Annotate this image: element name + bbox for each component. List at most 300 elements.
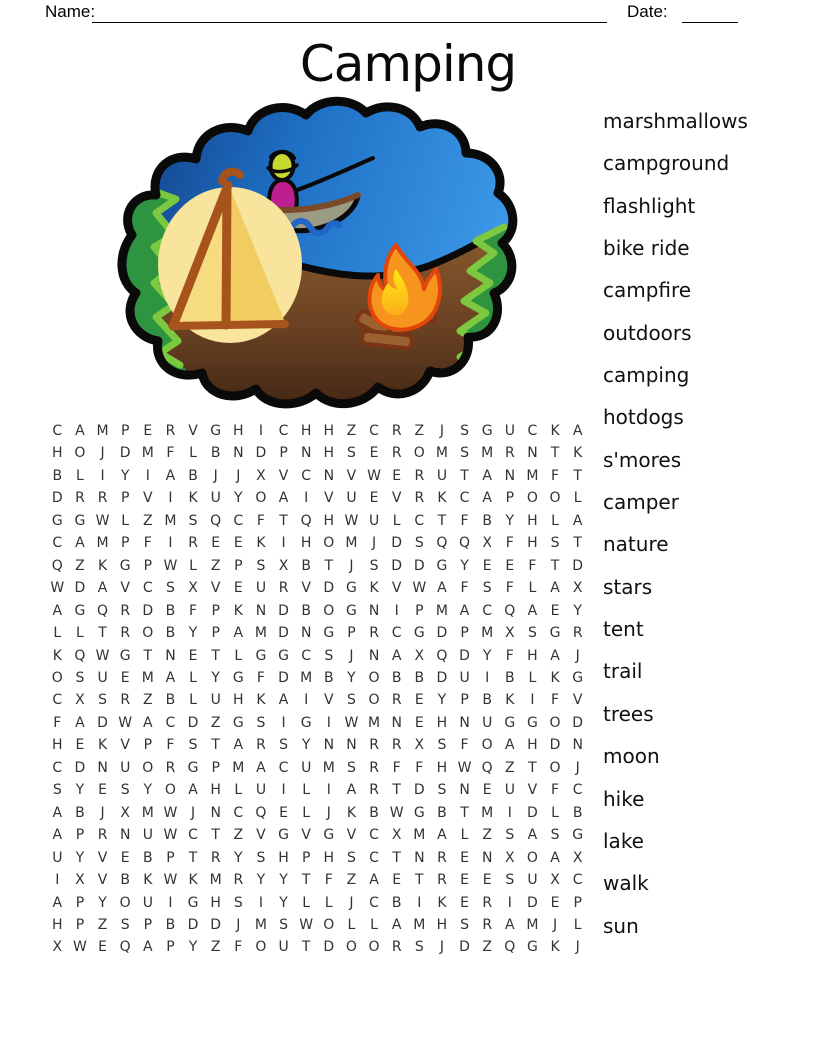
grid-letter: L	[528, 669, 537, 686]
grid-letter: S	[527, 625, 537, 642]
grid-letter: M	[141, 445, 154, 462]
grid-letter: M	[526, 467, 539, 484]
grid-row	[46, 757, 589, 779]
grid-letter: C	[414, 512, 425, 529]
grid-letter: Z	[210, 939, 221, 956]
grid-letter: J	[190, 804, 196, 821]
grid-letter: Y	[75, 849, 85, 866]
grid-row	[46, 510, 589, 532]
grid-letter: M	[368, 714, 381, 731]
grid-letter: L	[189, 669, 197, 686]
grid-letter: D	[391, 535, 403, 552]
grid-letter: H	[436, 714, 448, 731]
grid-letter: P	[460, 625, 469, 642]
grid-letter: Y	[234, 849, 243, 866]
grid-letter: R	[97, 827, 108, 844]
grid-letter: I	[258, 423, 263, 439]
grid-letter: J	[575, 647, 580, 664]
grid-letter: L	[302, 894, 311, 911]
grid-letter: F	[460, 512, 469, 529]
grid-letter: E	[211, 535, 221, 552]
grid-letter: H	[436, 916, 448, 933]
grid-letter: X	[482, 535, 492, 552]
grid-letter: T	[573, 535, 582, 552]
grid-letter: A	[52, 602, 63, 619]
grid-letter: Z	[143, 512, 153, 529]
grid-letter: Z	[414, 423, 425, 439]
grid-letter: U	[142, 827, 153, 844]
grid-letter: R	[437, 872, 447, 889]
grid-letter: S	[256, 557, 266, 574]
grid-letter: D	[527, 894, 538, 911]
grid-letter: O	[51, 669, 63, 686]
grid-letter: Z	[97, 916, 108, 933]
grid-letter: G	[278, 647, 289, 664]
word-list-item: campground	[603, 151, 730, 176]
grid-letter: T	[211, 737, 220, 754]
grid-letter: N	[300, 625, 312, 642]
grid-letter: A	[482, 467, 492, 484]
name-blank-line	[92, 22, 607, 23]
grid-letter: E	[369, 490, 379, 507]
grid-letter: M	[254, 916, 267, 933]
grid-letter: E	[233, 580, 243, 597]
grid-letter: N	[210, 804, 221, 821]
grid-letter: S	[505, 872, 515, 889]
grid-letter: L	[551, 804, 559, 821]
grid-letter: V	[391, 580, 402, 597]
grid-letter: Z	[482, 827, 492, 844]
grid-letter: L	[121, 512, 130, 529]
grid-letter: I	[168, 535, 173, 552]
grid-letter: O	[323, 916, 335, 933]
grid-letter: T	[98, 625, 107, 642]
grid-letter: O	[368, 939, 380, 956]
grid-letter: N	[504, 467, 516, 484]
page-title: Camping	[299, 35, 517, 93]
grid-letter: D	[74, 759, 86, 776]
grid-letter: Z	[482, 939, 492, 956]
grid-letter: K	[437, 490, 447, 507]
grid-letter: C	[278, 423, 289, 439]
grid-letter: I	[100, 467, 105, 484]
grid-letter: B	[52, 467, 63, 484]
grid-letter: M	[96, 423, 109, 439]
grid-letter: K	[346, 804, 357, 821]
grid-letter: V	[143, 490, 153, 507]
grid-row	[46, 420, 589, 442]
grid-row	[46, 824, 589, 846]
grid-letter: M	[435, 602, 448, 619]
word-list-item: bike ride	[603, 236, 690, 261]
grid-letter: B	[437, 804, 447, 821]
grid-letter: I	[281, 782, 286, 799]
grid-letter: F	[256, 669, 265, 686]
grid-letter: Y	[188, 625, 198, 642]
grid-letter: R	[278, 580, 289, 597]
grid-letter: I	[168, 490, 173, 507]
grid-letter: U	[436, 467, 448, 484]
grid-letter: S	[437, 782, 447, 799]
grid-letter: I	[530, 692, 535, 709]
grid-letter: A	[459, 602, 470, 619]
grid-row	[46, 869, 589, 891]
grid-letter: V	[527, 782, 538, 799]
grid-letter: Y	[573, 602, 582, 619]
grid-letter: X	[505, 625, 515, 642]
grid-letter: A	[278, 692, 289, 709]
grid-letter: T	[301, 939, 311, 956]
grid-letter: B	[165, 625, 176, 642]
grid-letter: M	[413, 916, 426, 933]
grid-letter: P	[211, 602, 220, 619]
grid-letter: L	[234, 647, 243, 664]
grid-letter: W	[412, 580, 427, 597]
grid-letter: S	[188, 512, 198, 529]
grid-letter: N	[368, 602, 380, 619]
grid-letter: T	[211, 827, 220, 844]
grid-letter: Y	[256, 872, 266, 889]
grid-letter: F	[505, 580, 514, 597]
grid-letter: S	[460, 423, 469, 439]
grid-letter: N	[119, 827, 131, 844]
grid-letter: B	[482, 692, 492, 709]
grid-letter: H	[300, 535, 312, 552]
grid-letter: N	[527, 445, 538, 462]
grid-row	[46, 465, 589, 487]
grid-letter: H	[323, 423, 335, 439]
grid-letter: C	[369, 849, 379, 866]
grid-row	[46, 936, 589, 958]
grid-letter: V	[97, 872, 108, 889]
grid-letter: B	[324, 669, 334, 686]
grid-row	[46, 645, 589, 667]
grid-letter: F	[189, 602, 198, 619]
grid-letter: N	[368, 647, 380, 664]
grid-letter: H	[527, 737, 538, 754]
grid-letter: P	[75, 894, 85, 911]
grid-letter: O	[164, 782, 176, 799]
grid-letter: D	[323, 939, 335, 956]
grid-letter: A	[256, 759, 266, 776]
grid-letter: O	[142, 625, 154, 642]
grid-letter: P	[120, 490, 130, 507]
grid-letter: S	[460, 916, 469, 933]
grid-letter: S	[165, 580, 175, 597]
grid-letter: Y	[482, 647, 492, 664]
grid-letter: J	[349, 557, 354, 574]
grid-letter: P	[211, 759, 220, 776]
grid-letter: A	[233, 625, 244, 642]
word-list-item: flashlight	[603, 193, 696, 218]
grid-letter: V	[120, 580, 130, 597]
grid-letter: N	[391, 714, 402, 731]
grid-letter: D	[51, 490, 63, 507]
grid-letter: S	[437, 737, 447, 754]
grid-letter: Q	[436, 535, 448, 552]
grid-letter: C	[391, 625, 402, 642]
grid-letter: J	[575, 939, 580, 956]
grid-letter: G	[210, 423, 222, 439]
grid-letter: K	[97, 557, 108, 574]
grid-letter: T	[301, 872, 311, 889]
grid-letter: H	[52, 737, 63, 754]
grid-letter: N	[323, 737, 335, 754]
grid-letter: Y	[301, 737, 311, 754]
grid-letter: S	[482, 580, 492, 597]
grid-letter: A	[75, 535, 85, 552]
grid-letter: A	[527, 827, 538, 844]
grid-letter: R	[414, 490, 425, 507]
grid-letter: X	[550, 872, 560, 889]
grid-letter: C	[188, 827, 198, 844]
grid-letter: O	[323, 535, 335, 552]
grid-letter: F	[505, 535, 514, 552]
grid-letter: I	[304, 692, 309, 709]
grid-letter: O	[549, 759, 561, 776]
grid-letter: T	[143, 647, 153, 664]
grid-letter: C	[301, 647, 312, 664]
tent-pole-center	[226, 187, 227, 325]
grid-letter: D	[459, 647, 470, 664]
grid-letter: T	[392, 782, 401, 799]
grid-letter: A	[52, 804, 63, 821]
grid-letter: R	[75, 490, 85, 507]
grid-letter: S	[460, 445, 469, 462]
grid-letter: K	[52, 647, 62, 664]
grid-letter: I	[394, 602, 399, 619]
word-list-item: hotdogs	[603, 405, 684, 430]
grid-row	[46, 914, 589, 936]
grid-letter: K	[256, 692, 266, 709]
grid-letter: W	[163, 557, 178, 574]
grid-letter: A	[346, 782, 357, 799]
grid-letter: H	[323, 512, 335, 529]
grid-letter: F	[324, 872, 333, 889]
grid-letter: K	[97, 737, 108, 754]
grid-letter: D	[436, 669, 448, 686]
grid-letter: G	[187, 759, 199, 776]
grid-letter: D	[527, 804, 538, 821]
grid-letter: G	[346, 580, 357, 597]
grid-letter: W	[367, 467, 381, 484]
grid-letter: Y	[211, 669, 220, 686]
grid-letter: X	[120, 804, 130, 821]
grid-letter: B	[120, 872, 130, 889]
grid-letter: U	[120, 759, 131, 776]
grid-letter: R	[391, 445, 402, 462]
grid-letter: G	[436, 557, 448, 574]
grid-letter: R	[188, 535, 198, 552]
grid-letter: E	[505, 557, 515, 574]
grid-letter: H	[527, 535, 538, 552]
grid-letter: X	[75, 692, 85, 709]
grid-row	[46, 555, 589, 577]
grid-letter: T	[550, 445, 560, 462]
word-list-item: camping	[603, 363, 690, 388]
grid-letter: R	[165, 423, 176, 439]
grid-letter: A	[75, 714, 85, 731]
grid-letter: F	[460, 580, 469, 597]
grid-letter: R	[165, 759, 176, 776]
grid-letter: P	[211, 625, 220, 642]
grid-letter: N	[97, 759, 108, 776]
grid-letter: S	[346, 849, 356, 866]
word-list	[603, 100, 748, 947]
grid-letter: P	[143, 557, 153, 574]
grid-letter: Y	[98, 894, 107, 911]
grid-letter: A	[143, 714, 153, 731]
grid-letter: M	[322, 759, 335, 776]
grid-letter: U	[504, 423, 515, 439]
grid-letter: B	[301, 602, 311, 619]
grid-letter: N	[481, 849, 493, 866]
grid-letter: Q	[504, 939, 516, 956]
grid-letter: K	[505, 692, 515, 709]
grid-letter: B	[165, 692, 176, 709]
grid-letter: O	[119, 894, 131, 911]
grid-letter: Y	[279, 894, 288, 911]
grid-letter: J	[349, 894, 354, 911]
grid-letter: O	[526, 849, 538, 866]
grid-letter: P	[573, 894, 582, 911]
grid-letter: I	[304, 490, 309, 507]
grid-letter: J	[439, 423, 444, 439]
grid-letter: E	[392, 872, 402, 889]
grid-letter: G	[300, 714, 312, 731]
grid-letter: X	[572, 580, 583, 597]
grid-letter: R	[120, 602, 131, 619]
grid-letter: S	[279, 737, 288, 754]
grid-letter: I	[417, 894, 422, 911]
grid-letter: A	[391, 647, 402, 664]
grid-letter: F	[551, 692, 560, 709]
grid-letter: P	[234, 557, 243, 574]
grid-letter: P	[166, 849, 175, 866]
grid-letter: A	[75, 423, 85, 439]
grid-letter: L	[189, 692, 197, 709]
grid-letter: U	[504, 782, 515, 799]
grid-letter: R	[369, 782, 379, 799]
grid-letter: K	[550, 423, 560, 439]
word-list-item: trail	[603, 659, 643, 684]
grid-letter: D	[572, 714, 584, 731]
grid-letter: M	[232, 759, 245, 776]
grid-letter: W	[457, 759, 472, 776]
grid-letter: C	[527, 423, 538, 439]
grid-letter: H	[233, 692, 244, 709]
grid-letter: H	[52, 445, 63, 462]
grid-letter: A	[391, 916, 402, 933]
grid-letter: F	[415, 759, 424, 776]
grid-letter: G	[413, 625, 425, 642]
grid-letter: B	[572, 804, 583, 821]
grid-letter: K	[143, 872, 153, 889]
grid-letter: I	[326, 782, 331, 799]
grid-letter: V	[188, 423, 198, 439]
grid-letter: N	[346, 737, 357, 754]
grid-letter: G	[572, 669, 584, 686]
grid-letter: W	[163, 804, 178, 821]
grid-letter: Q	[459, 535, 471, 552]
grid-letter: D	[210, 916, 222, 933]
grid-letter: C	[369, 827, 379, 844]
grid-letter: R	[391, 423, 402, 439]
grid-letter: N	[459, 782, 470, 799]
grid-letter: S	[188, 737, 198, 754]
grid-letter: V	[256, 827, 266, 844]
grid-letter: X	[572, 849, 583, 866]
grid-letter: T	[188, 849, 198, 866]
grid-letter: R	[437, 849, 447, 866]
grid-row	[46, 442, 589, 464]
grid-letter: X	[414, 647, 425, 664]
grid-letter: E	[120, 849, 130, 866]
grid-letter: H	[323, 445, 335, 462]
grid-letter: B	[369, 804, 379, 821]
grid-letter: O	[255, 490, 267, 507]
grid-letter: U	[255, 580, 267, 597]
grid-letter: L	[76, 467, 84, 484]
grid-letter: B	[505, 669, 515, 686]
grid-letter: K	[437, 894, 447, 911]
grid-letter: S	[550, 535, 560, 552]
grid-letter: D	[119, 445, 131, 462]
grid-letter: G	[549, 625, 561, 642]
grid-letter: S	[233, 894, 243, 911]
grid-letter: G	[232, 714, 244, 731]
grid-letter: T	[460, 804, 469, 821]
word-list-item: sun	[603, 913, 639, 938]
grid-letter: D	[278, 669, 289, 686]
grid-letter: M	[526, 916, 539, 933]
grid-letter: E	[120, 669, 130, 686]
grid-letter: E	[550, 602, 560, 619]
grid-letter: E	[414, 714, 424, 731]
grid-letter: D	[323, 580, 335, 597]
grid-letter: B	[165, 916, 176, 933]
grid-letter: V	[346, 467, 357, 484]
grid-letter: D	[187, 916, 199, 933]
grid-letter: S	[256, 714, 266, 731]
grid-letter: A	[505, 916, 515, 933]
grid-letter: Y	[460, 557, 469, 574]
name-label: Name:	[45, 2, 96, 21]
grid-letter: G	[278, 827, 289, 844]
grid-letter: L	[460, 827, 469, 844]
grid-row	[46, 779, 589, 801]
grid-letter: Q	[255, 804, 267, 821]
grid-letter: M	[96, 535, 109, 552]
grid-letter: E	[414, 692, 424, 709]
grid-row	[46, 532, 589, 554]
grid-letter: W	[299, 916, 314, 933]
grid-letter: J	[100, 804, 105, 821]
grid-letter: H	[527, 512, 538, 529]
grid-letter: V	[301, 827, 311, 844]
grid-letter: X	[414, 737, 425, 754]
grid-letter: G	[504, 714, 516, 731]
grid-letter: E	[75, 737, 85, 754]
grid-letter: A	[482, 490, 492, 507]
grid-letter: S	[550, 827, 560, 844]
grid-letter: D	[278, 625, 289, 642]
word-list-item: outdoors	[603, 320, 692, 345]
grid-letter: M	[209, 872, 222, 889]
grid-letter: T	[392, 849, 401, 866]
grid-letter: E	[233, 535, 243, 552]
grid-row	[46, 802, 589, 824]
